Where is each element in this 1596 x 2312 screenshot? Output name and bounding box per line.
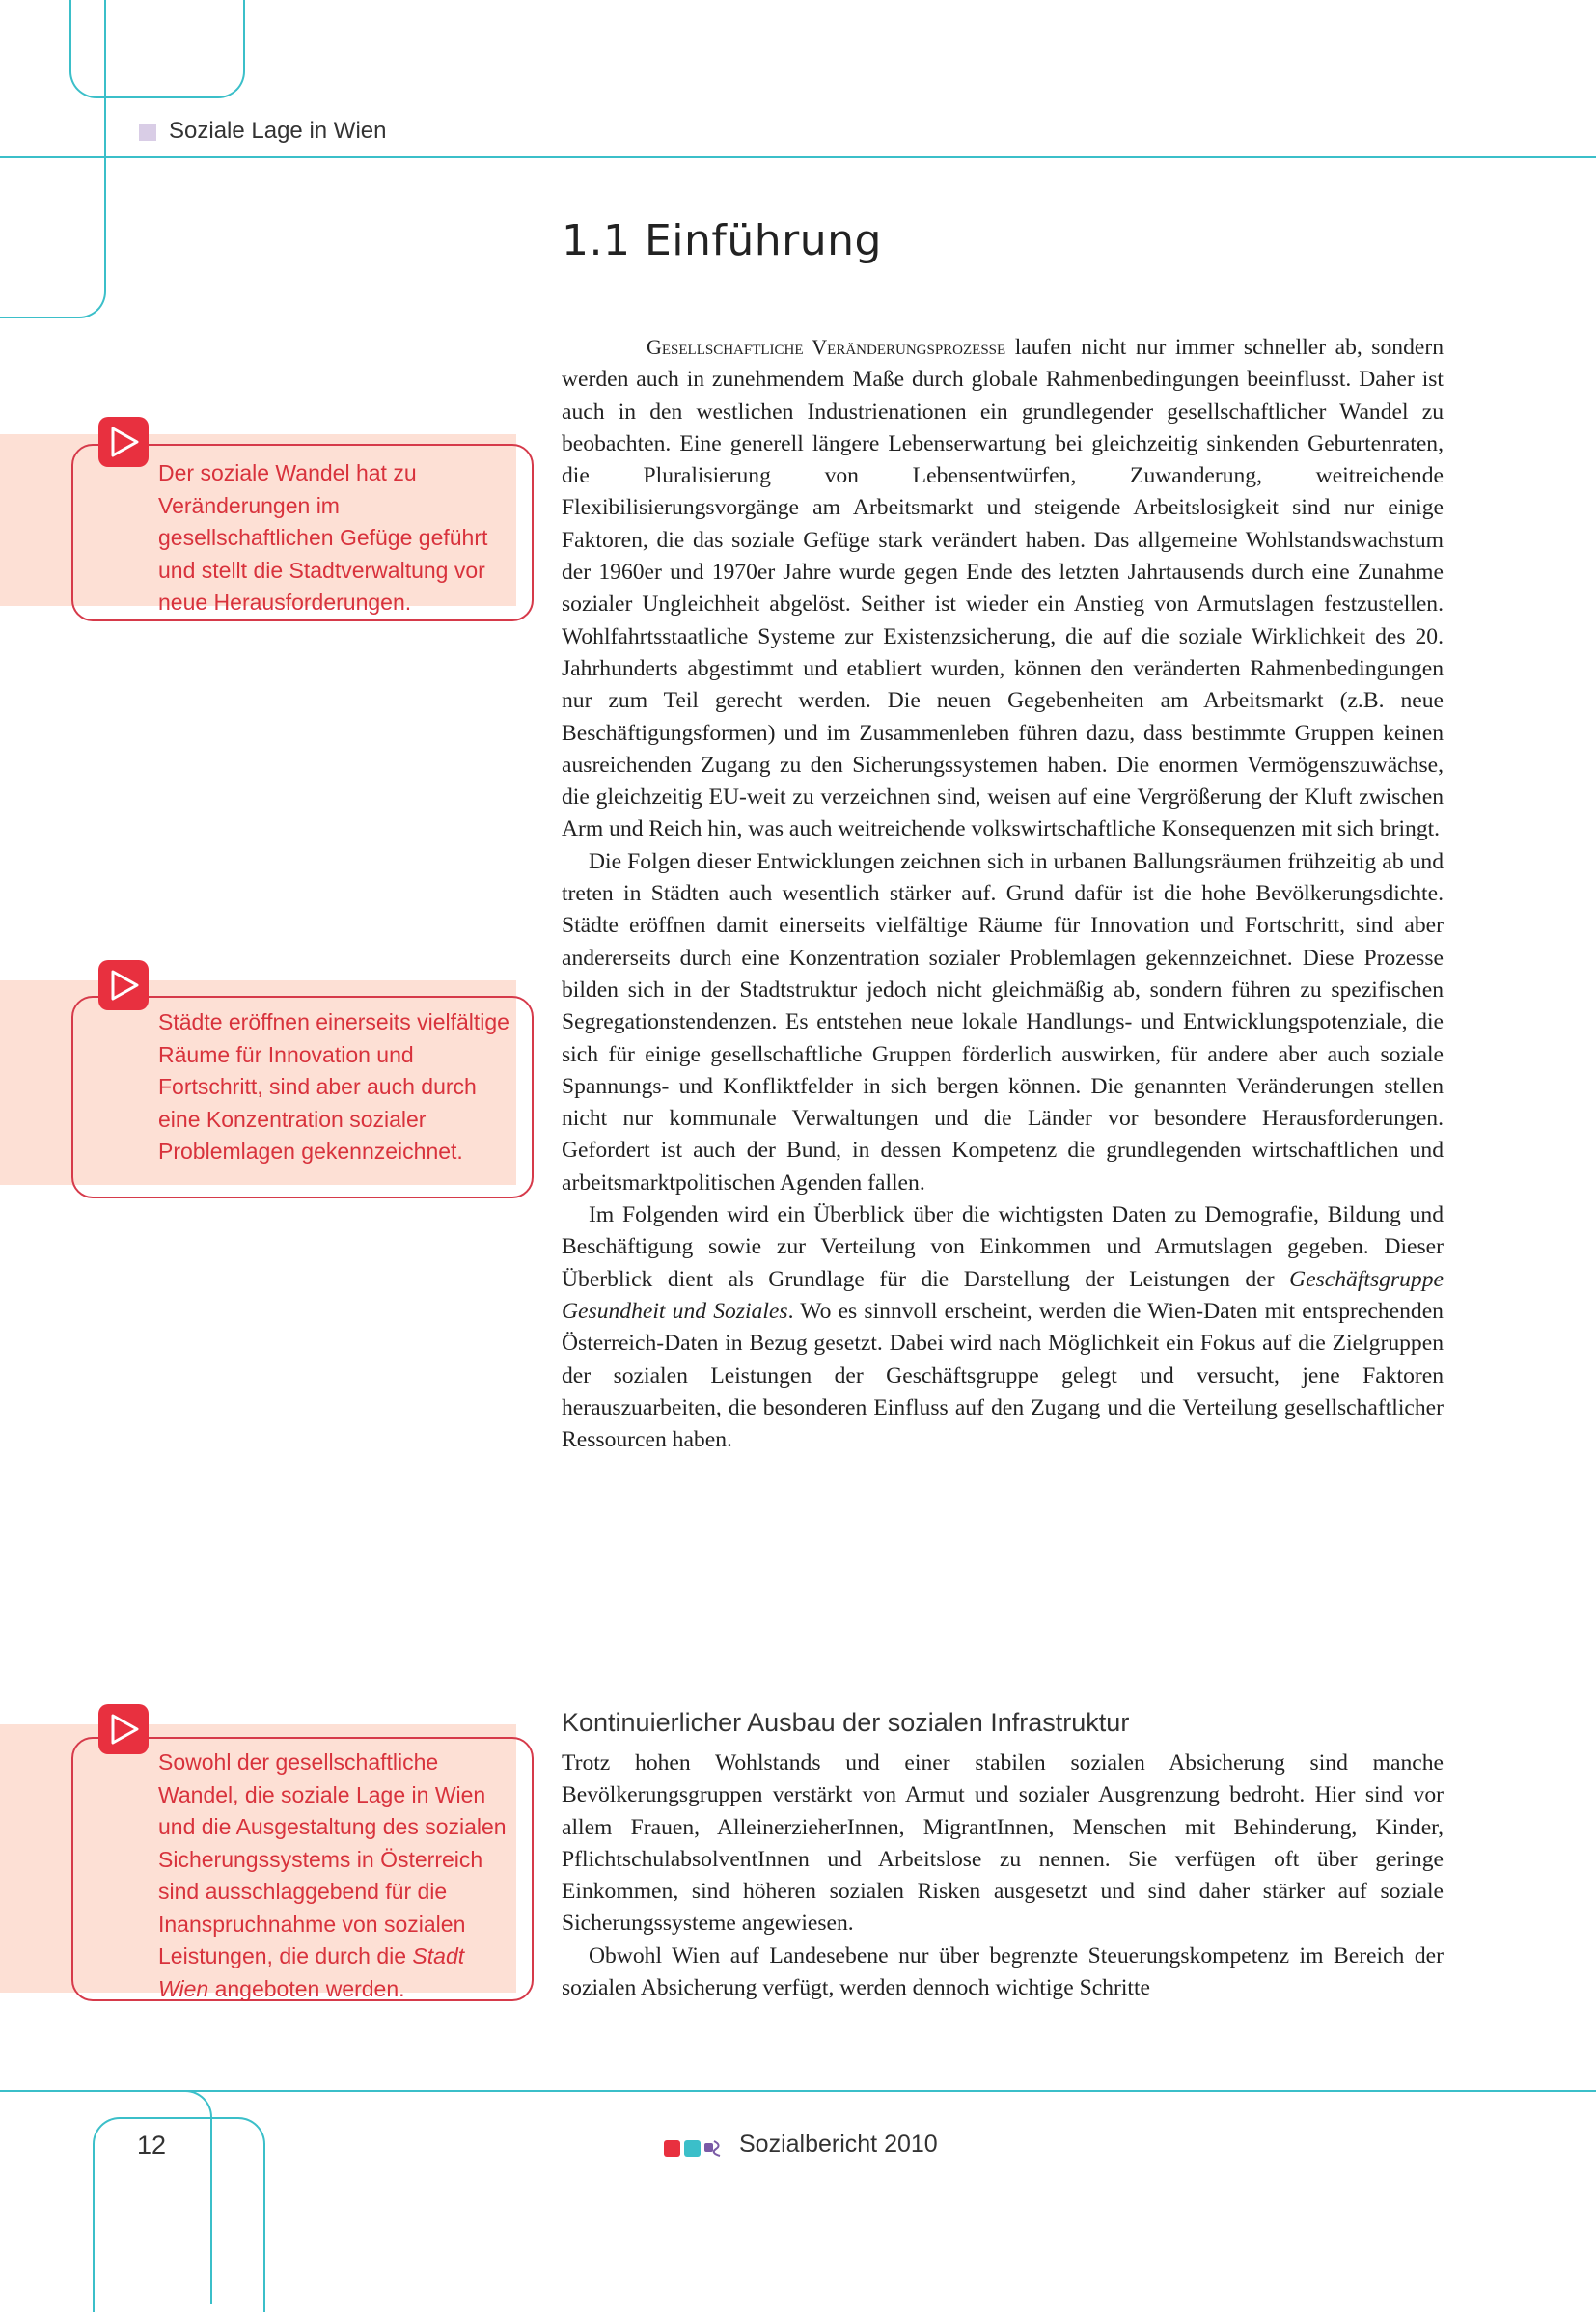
play-triangle-icon — [98, 417, 149, 467]
subsection-paragraph-2: Obwohl Wien auf Landesebene nur über begrenzte Steuerungskompetenz im Bereich der sozialen Absicherung verfügt, werden dennoch wichtige Schritte — [562, 1942, 1444, 2001]
callout-3-text-b: angeboten werden. — [208, 1975, 405, 2001]
lead-in-smallcaps: Gesellschaftliche Veränderungsprozesse — [647, 335, 1006, 359]
paragraph-3-text-b: . Wo es sinnvoll erscheint, werden die Wien-Daten mit entsprechenden Österreich-Daten in Bezug gesetzt. Dabei wird nach Möglichkeit ein Fokus auf die Zielgruppen der sozialen Leistungen der Geschäftsgruppe gelegt und versucht, jene Faktoren herauszuarbeiten, die besonderen Einfluss auf den Zugang und die Verteilung gesellschaftlicher Ressourcen haben. — [562, 1298, 1444, 1453]
paragraph-1 — [562, 331, 1444, 846]
square-bullet-icon — [139, 124, 156, 141]
paragraph-2: Die Folgen dieser Entwicklungen zeichnen sich in urbanen Ballungsräumen frühzeitig ab und treten in Städten auch wesentlich stärker auf. Grund dafür ist die hohe Bevölkerungsdichte. Städte eröffnen damit einerseits vielfältige Räume für Innovation und Fortschritt, sind aber andererseits durch eine Konzentration sozialer Problemlagen gekennzeichnet. Diese Prozesse bilden sich in der Stadtstruktur jedoch nicht gleichmäßig ab, sondern führen zu spezifischen Segregationstendenzen. Es entstehen neue lokale Handlungs- und Entwicklungspotenziale, die sich für einige gesellschaftliche Gruppen förderlich auswirken, für andere aber auch soziale Spannungs- und Konfliktfelder in sich bergen können. Die genannten Veränderungen stellen nicht nur kommunale Verwaltungen und die Länder vor besondere Herausforderungen. Gefordert ist auch der Bund, in dessen Kompetenz die grundlegenden wirtschaftlichen und arbeitsmarktpolitischen Agenden fallen. — [562, 848, 1444, 1196]
sozialbericht-logo-icon — [664, 2137, 728, 2163]
paragraph-3 — [562, 1199, 1444, 1456]
callout-2-text: Städte eröffnen einerseits vielfältige Räume für Innovation und Fortschritt, sind aber auch durch eine Konzentration sozialer Problemlagen gekennzeichnet. — [158, 1009, 509, 1164]
subsection-heading: Kontinuierlicher Ausbau der sozialen Infrastruktur — [562, 1708, 1130, 1737]
footer-rule — [0, 2090, 1596, 2092]
paragraph-3-italic: Geschäftsgruppe Gesundheit und Soziales — [562, 1266, 1444, 1324]
play-triangle-icon — [98, 960, 149, 1010]
callout-1-text: Der soziale Wandel hat zu Veränderungen im gesellschaftlichen Gefüge geführt und stellt die Stadtverwaltung vor neue Herausforderungen. — [158, 460, 488, 615]
main-text-block — [562, 331, 1444, 1456]
section-heading: 1.1 Einführung — [562, 216, 882, 265]
header-rule — [0, 156, 1596, 158]
subsection-paragraph-1: Trotz hohen Wohlstands und einer stabilen sozialen Absicherung sind manche Bevölkerungsgruppen verstärkt von Armut und sozialer Ausgrenzung bedroht. Hier sind vor allem Frauen, AlleinerzieherInnen, MigrantInnen, Menschen mit Behinderung, Kinder, PflichtschulabsolventInnen und Arbeitslose zu nennen. Sie verfügen oft über geringe Einkommen, sind höheren sozialen Risken ausgesetzt und sind daher stärker auf soziale Sicherungssysteme angewiesen. — [562, 1750, 1444, 1937]
corner-frame-left — [0, 0, 106, 318]
paragraph-3-text-a: Im Folgenden wird ein Überblick über die wichtigsten Daten zu Demografie, Bildung und Beschäftigung sowie zur Verteilung von Einkommen und Armutslagen gegeben. Dieser Überblick dient als Grundlage für die Darstellung der Leistungen der — [562, 1202, 1444, 1292]
footer-frame-inner — [93, 2117, 265, 2312]
page-number: 12 — [137, 2131, 167, 2160]
running-header: Soziale Lage in Wien — [169, 118, 387, 144]
play-triangle-icon — [98, 1704, 149, 1754]
paragraph-1-text: laufen nicht nur immer schneller ab, sondern werden auch in zunehmendem Maße durch globale Rahmenbedingungen beeinflusst. Daher ist auch in den westlichen Industrienationen ein grundlegender gesellschaftlicher Wandel zu beobachten. Eine generell längere Lebenserwartung bei gleichzeitig sinkenden Geburtenraten, die Pluralisierung von Lebensentwürfen, Zuwanderung, weitreichende Flexibilisierungsvorgänge am Arbeitsmarkt und steigende Arbeitslosigkeit sind nur einige Faktoren, die das soziale Gefüge stark verändert haben. Das allgemeine Wohlstandswachstum der 1960er und 1970er Jahre wurde gegen Ende des letzten Jahrtausends durch eine Zunahme sozialer Ungleichheit abgelöst. Seither ist wieder ein Anstieg von Armutslagen festzustellen. Wohlfahrtsstaatliche Systeme zur Existenzsicherung, die auf die soziale Wirklichkeit des 20. Jahrhunderts abgestimmt und etabliert wurden, können den veränderten Rahmenbedingungen nur zum Teil gerecht werden. Die neuen Gegebenheiten am Arbeitsmarkt (z.B. neue Beschäftigungsformen) und im Zusammenleben führen dazu, dass bestimmte Gruppen keinen ausreichenden Zugang zu den Sicherungssystemen haben. Die enormen Vermögenszuwächse, die gleichzeitig EU-weit zu verzeichnen sind, weisen auf eine Vergrößerung der Kluft zwischen Arm und Reich hin, was auch weitreichende volkswirtschaftliche Konsequenzen mit sich bringt. — [562, 335, 1444, 842]
callout-3-text-a: Sowohl der gesellschaftliche Wandel, die soziale Lage in Wien und die Ausgestaltung des sozialen Sicherungssystems in Österreich sind ausschlaggebend für die Inanspruchnahme von sozialen Leistungen, die durch die — [158, 1749, 507, 1968]
callout-3-italic: Stadt Wien — [158, 1943, 465, 2001]
callout-3-text — [158, 1747, 515, 2005]
subsection-text-block — [562, 1748, 1444, 2004]
footer-title: Sozialbericht 2010 — [739, 2131, 938, 2158]
